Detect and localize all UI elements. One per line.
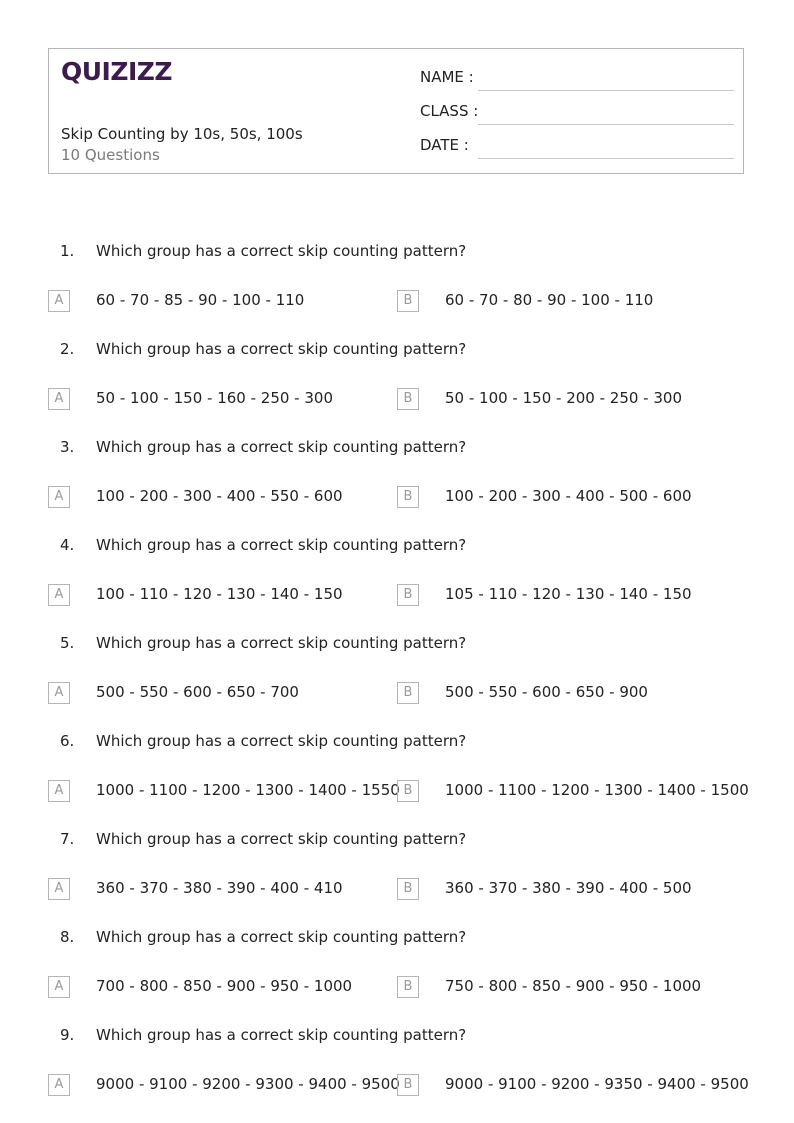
name-field[interactable] xyxy=(420,68,474,86)
date-field[interactable] xyxy=(420,136,469,154)
option-b-checkbox[interactable]: B xyxy=(397,682,419,704)
option-b-text: 50 - 100 - 150 - 200 - 250 - 300 xyxy=(445,389,682,407)
option-a-text: 9000 - 9100 - 9200 - 9300 - 9400 - 9500 xyxy=(96,1075,400,1093)
question-number: 6. xyxy=(60,732,75,750)
option-b-text: 500 - 550 - 600 - 650 - 900 xyxy=(445,683,648,701)
worksheet-title: Skip Counting by 10s, 50s, 100s xyxy=(61,125,303,143)
question-number: 4. xyxy=(60,536,75,554)
option-a-text: 700 - 800 - 850 - 900 - 950 - 1000 xyxy=(96,977,353,995)
question-text: Which group has a correct skip counting pattern? xyxy=(96,340,467,358)
question-text: Which group has a correct skip counting pattern? xyxy=(96,634,467,652)
option-a-text: 60 - 70 - 85 - 90 - 100 - 110 xyxy=(96,291,305,309)
class-label: CLASS : xyxy=(420,102,479,120)
option-a-checkbox[interactable]: A xyxy=(48,290,70,312)
option-a-checkbox[interactable]: A xyxy=(48,976,70,998)
question-count: 10 Questions xyxy=(61,146,160,164)
option-a-checkbox[interactable]: A xyxy=(48,584,70,606)
class-line[interactable] xyxy=(478,124,734,125)
option-b-text: 750 - 800 - 850 - 900 - 950 - 1000 xyxy=(445,977,702,995)
question-number: 8. xyxy=(60,928,75,946)
question-text: Which group has a correct skip counting pattern? xyxy=(96,536,467,554)
option-a-checkbox[interactable]: A xyxy=(48,780,70,802)
name-line[interactable] xyxy=(478,90,734,91)
option-a-text: 360 - 370 - 380 - 390 - 400 - 410 xyxy=(96,879,343,897)
option-a-checkbox[interactable]: A xyxy=(48,486,70,508)
question-text: Which group has a correct skip counting pattern? xyxy=(96,830,467,848)
question-text: Which group has a correct skip counting pattern? xyxy=(96,242,467,260)
option-a-text: 500 - 550 - 600 - 650 - 700 xyxy=(96,683,299,701)
option-b-checkbox[interactable]: B xyxy=(397,878,419,900)
question-number: 9. xyxy=(60,1026,75,1044)
question-text: Which group has a correct skip counting pattern? xyxy=(96,1026,467,1044)
question-number: 3. xyxy=(60,438,75,456)
question-text: Which group has a correct skip counting pattern? xyxy=(96,438,467,456)
option-b-checkbox[interactable]: B xyxy=(397,584,419,606)
option-b-text: 60 - 70 - 80 - 90 - 100 - 110 xyxy=(445,291,654,309)
option-b-checkbox[interactable]: B xyxy=(397,388,419,410)
option-a-checkbox[interactable]: A xyxy=(48,388,70,410)
name-label: NAME : xyxy=(420,68,474,86)
option-b-checkbox[interactable]: B xyxy=(397,976,419,998)
option-a-text: 100 - 200 - 300 - 400 - 550 - 600 xyxy=(96,487,343,505)
option-a-text: 1000 - 1100 - 1200 - 1300 - 1400 - 1550 xyxy=(96,781,400,799)
class-field[interactable] xyxy=(420,102,478,120)
question-number: 5. xyxy=(60,634,75,652)
date-label: DATE : xyxy=(420,136,469,154)
option-b-checkbox[interactable]: B xyxy=(397,1074,419,1096)
question-number: 2. xyxy=(60,340,75,358)
option-a-checkbox[interactable]: A xyxy=(48,878,70,900)
worksheet-header xyxy=(48,48,744,174)
option-a-checkbox[interactable]: A xyxy=(48,682,70,704)
question-text: Which group has a correct skip counting pattern? xyxy=(96,928,467,946)
quizizz-logo: QUIZIZZ xyxy=(61,57,173,86)
option-b-text: 105 - 110 - 120 - 130 - 140 - 150 xyxy=(445,585,692,603)
option-b-text: 100 - 200 - 300 - 400 - 500 - 600 xyxy=(445,487,692,505)
option-b-text: 1000 - 1100 - 1200 - 1300 - 1400 - 1500 xyxy=(445,781,749,799)
option-b-checkbox[interactable]: B xyxy=(397,290,419,312)
option-a-text: 50 - 100 - 150 - 160 - 250 - 300 xyxy=(96,389,333,407)
option-a-checkbox[interactable]: A xyxy=(48,1074,70,1096)
question-text: Which group has a correct skip counting pattern? xyxy=(96,732,467,750)
option-b-checkbox[interactable]: B xyxy=(397,486,419,508)
option-b-text: 9000 - 9100 - 9200 - 9350 - 9400 - 9500 xyxy=(445,1075,749,1093)
question-number: 1. xyxy=(60,242,75,260)
option-a-text: 100 - 110 - 120 - 130 - 140 - 150 xyxy=(96,585,343,603)
option-b-text: 360 - 370 - 380 - 390 - 400 - 500 xyxy=(445,879,692,897)
date-line[interactable] xyxy=(478,158,734,159)
question-number: 7. xyxy=(60,830,75,848)
option-b-checkbox[interactable]: B xyxy=(397,780,419,802)
